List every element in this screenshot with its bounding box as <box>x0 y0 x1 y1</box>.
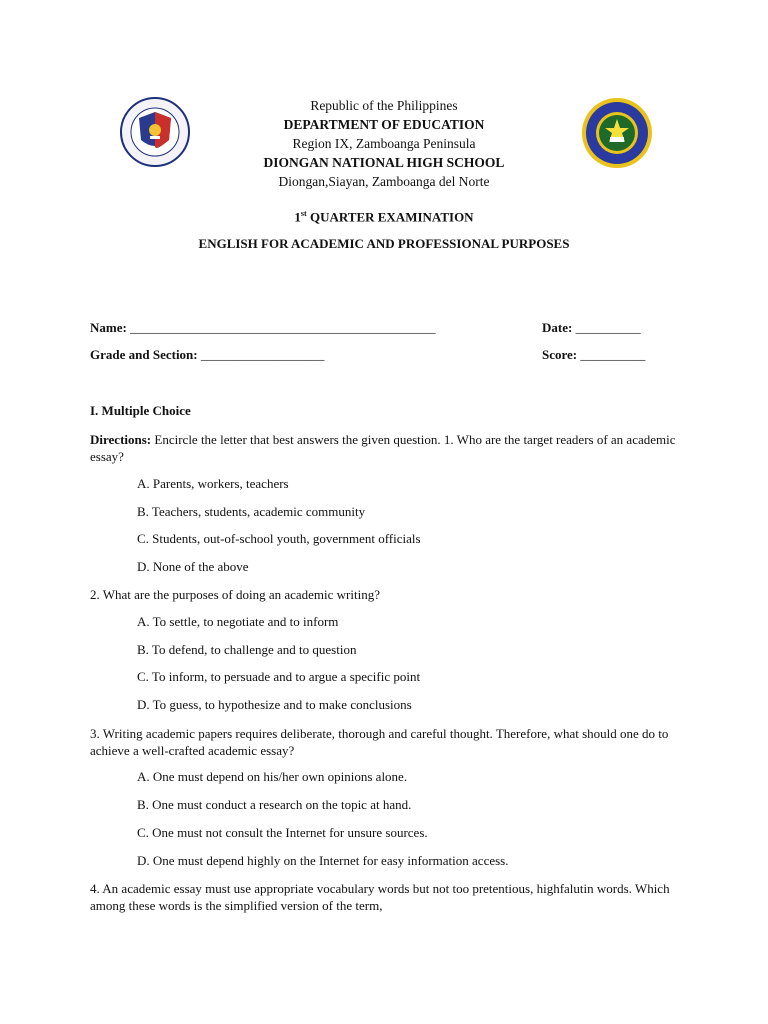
q1-choice-c[interactable]: C. Students, out-of-school youth, government officials <box>137 531 421 546</box>
grade-section-blank[interactable]: ___________________ <box>200 347 325 362</box>
q2-choice-b[interactable]: B. To defend, to challenge and to question <box>137 642 357 657</box>
name-blank[interactable]: _______________________________________________ <box>130 320 436 335</box>
q3-text: 3. Writing academic papers requires deliberate, thorough and careful thought. Therefore, what should one do to achieve a well-crafted academic essay? <box>90 726 669 758</box>
school-address: Diongan,Siayan, Zamboanga del Norte <box>278 174 490 189</box>
exam-quarter-number: 1 <box>294 209 301 225</box>
score-label: Score: <box>542 347 578 362</box>
subject-title: ENGLISH FOR ACADEMIC AND PROFESSIONAL PURPOSES <box>198 236 570 251</box>
exam-title <box>0 209 768 225</box>
q2-choice-c[interactable]: C. To inform, to persuade and to argue a specific point <box>137 669 421 684</box>
exam-quarter-suffix: st <box>300 209 307 218</box>
directions <box>90 431 690 465</box>
q2-text: 2. What are the purposes of doing an academic writing? <box>90 587 380 602</box>
q4-text: 4. An academic essay must use appropriate vocabulary words but not too pretentious, highfalutin words. Which among these words is the simplified version of the term, <box>90 881 670 913</box>
q3-choice-b[interactable]: B. One must conduct a research on the topic at hand. <box>137 797 412 812</box>
department-title: DEPARTMENT OF EDUCATION <box>283 117 485 132</box>
score-blank[interactable]: __________ <box>580 347 646 362</box>
score-field[interactable] <box>542 347 645 363</box>
q1-choice-a[interactable]: A. Parents, workers, teachers <box>137 476 289 491</box>
date-field[interactable] <box>542 320 641 336</box>
q2-choice-d[interactable]: D. To guess, to hypothesize and to make conclusions <box>137 697 412 712</box>
section-title: I. Multiple Choice <box>90 403 191 418</box>
exam-title-text: QUARTER EXAMINATION <box>309 209 474 225</box>
q3-choice-a[interactable]: A. One must depend on his/her own opinions alone. <box>137 769 408 784</box>
q3-choice-c[interactable]: C. One must not consult the Internet for unsure sources. <box>137 825 428 840</box>
q2-choice-a[interactable]: A. To settle, to negotiate and to inform <box>137 614 339 629</box>
q1-choice-b[interactable]: B. Teachers, students, academic community <box>137 504 366 519</box>
region-line: Region IX, Zamboanga Peninsula <box>292 136 476 151</box>
name-field[interactable] <box>90 320 436 336</box>
school-name: DIONGAN NATIONAL HIGH SCHOOL <box>263 155 505 170</box>
name-label: Name: <box>90 320 127 335</box>
grade-section-field[interactable] <box>90 347 324 363</box>
directions-label: Directions: <box>90 432 152 447</box>
q3-choice-d[interactable]: D. One must depend highly on the Internet for easy information access. <box>137 853 509 868</box>
grade-section-label: Grade and Section: <box>90 347 198 362</box>
republic-line: Republic of the Philippines <box>310 98 458 113</box>
date-blank[interactable]: __________ <box>575 320 641 335</box>
date-label: Date: <box>542 320 573 335</box>
directions-text: Encircle the letter that best answers the given question. 1. Who are the target readers of an academic essay? <box>90 432 676 464</box>
q1-choice-d[interactable]: D. None of the above <box>137 559 249 574</box>
